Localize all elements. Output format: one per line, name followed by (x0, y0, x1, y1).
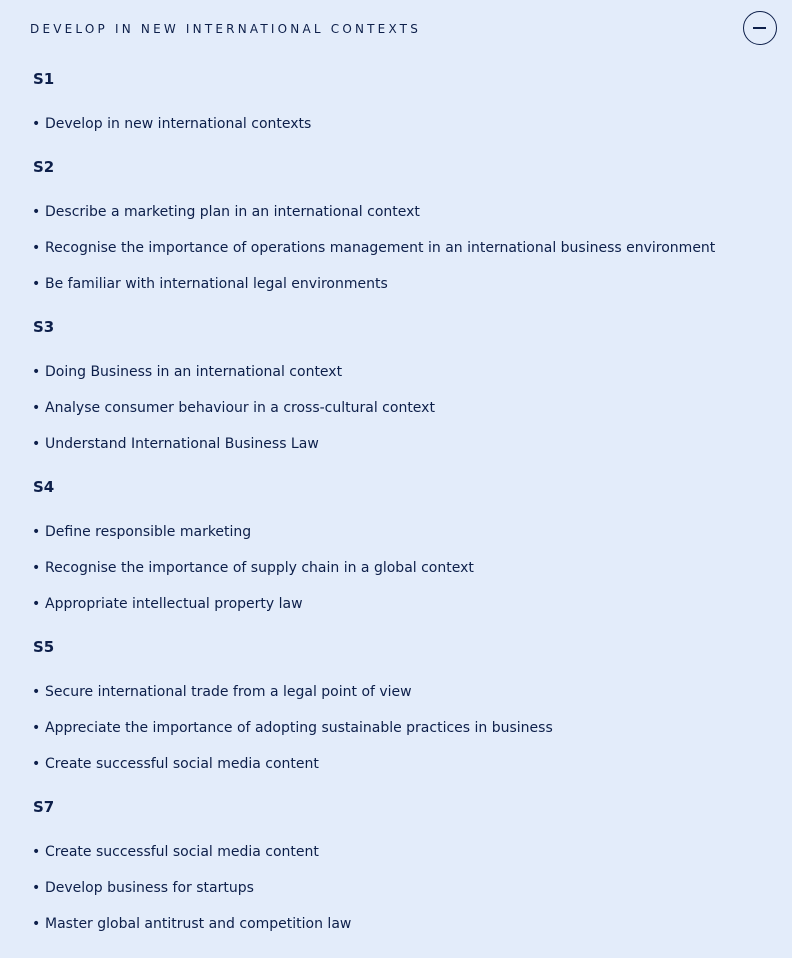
list-item (0, 238, 792, 274)
list-item (0, 202, 792, 238)
section-title: S2 (33, 158, 55, 176)
bullet-icon: • (32, 400, 41, 416)
bullet-icon: • (32, 524, 41, 540)
list-item-text: Analyse consumer behaviour in a cross-cultural context (45, 400, 435, 416)
section-s1 (0, 69, 792, 150)
bullet-icon: • (32, 240, 41, 256)
list-item-text: Recognise the importance of operations management in an international business environment (45, 240, 716, 256)
section-s2 (0, 157, 792, 310)
bullet-icon: • (32, 720, 41, 736)
bullet-icon: • (32, 116, 41, 132)
list-item (0, 594, 792, 630)
list-item-text: Develop in new international contexts (45, 116, 312, 132)
bullet-icon: • (32, 916, 41, 932)
list-item-text: Describe a marketing plan in an international context (45, 204, 420, 220)
section-title: S1 (33, 70, 55, 88)
bullet-icon: • (32, 436, 41, 452)
list-item (0, 558, 792, 594)
list-item-text: Create successful social media content (45, 844, 319, 860)
bullet-icon: • (32, 560, 41, 576)
collapse-button[interactable] (743, 11, 777, 45)
list-item (0, 718, 792, 754)
section-s4 (0, 477, 792, 630)
outcome-list (0, 362, 792, 470)
list-item-text: Create successful social media content (45, 756, 319, 772)
list-item-text: Define responsible marketing (45, 524, 252, 540)
list-item-text: Master global antitrust and competition law (45, 916, 352, 932)
list-item (0, 434, 792, 470)
list-item (0, 522, 792, 558)
section-title: S4 (33, 478, 55, 496)
list-item (0, 398, 792, 434)
list-item (0, 682, 792, 718)
section-title: S5 (33, 638, 55, 656)
list-item (0, 274, 792, 310)
bullet-icon: • (32, 596, 41, 612)
list-item (0, 114, 792, 150)
section-s5 (0, 637, 792, 790)
section-title: S3 (33, 318, 55, 336)
minus-icon (753, 27, 766, 29)
bullet-icon: • (32, 204, 41, 220)
list-item-text: Understand International Business Law (45, 436, 319, 452)
list-item (0, 754, 792, 790)
list-item-text: Doing Business in an international context (45, 364, 343, 380)
bullet-icon: • (32, 844, 41, 860)
outcome-list (0, 842, 792, 950)
list-item (0, 842, 792, 878)
section-s7 (0, 797, 792, 950)
list-item-text: Be familiar with international legal environments (45, 276, 388, 292)
outcome-list (0, 682, 792, 790)
outcome-list (0, 522, 792, 630)
list-item-text: Recognise the importance of supply chain in a global context (45, 560, 474, 576)
list-item-text: Appreciate the importance of adopting sustainable practices in business (45, 720, 553, 736)
outcome-list (0, 202, 792, 310)
outcome-list (0, 114, 792, 150)
list-item-text: Appropriate intellectual property law (45, 596, 303, 612)
section-s3 (0, 317, 792, 470)
list-item (0, 914, 792, 950)
list-item-text: Develop business for startups (45, 880, 254, 896)
list-item (0, 362, 792, 398)
bullet-icon: • (32, 364, 41, 380)
accordion-header[interactable] (0, 0, 792, 60)
section-title: S7 (33, 798, 55, 816)
accordion-title: DEVELOP IN NEW INTERNATIONAL CONTEXTS (30, 22, 422, 36)
list-item (0, 878, 792, 914)
bullet-icon: • (32, 276, 41, 292)
bullet-icon: • (32, 880, 41, 896)
bullet-icon: • (32, 684, 41, 700)
list-item-text: Secure international trade from a legal point of view (45, 684, 412, 700)
bullet-icon: • (32, 756, 41, 772)
